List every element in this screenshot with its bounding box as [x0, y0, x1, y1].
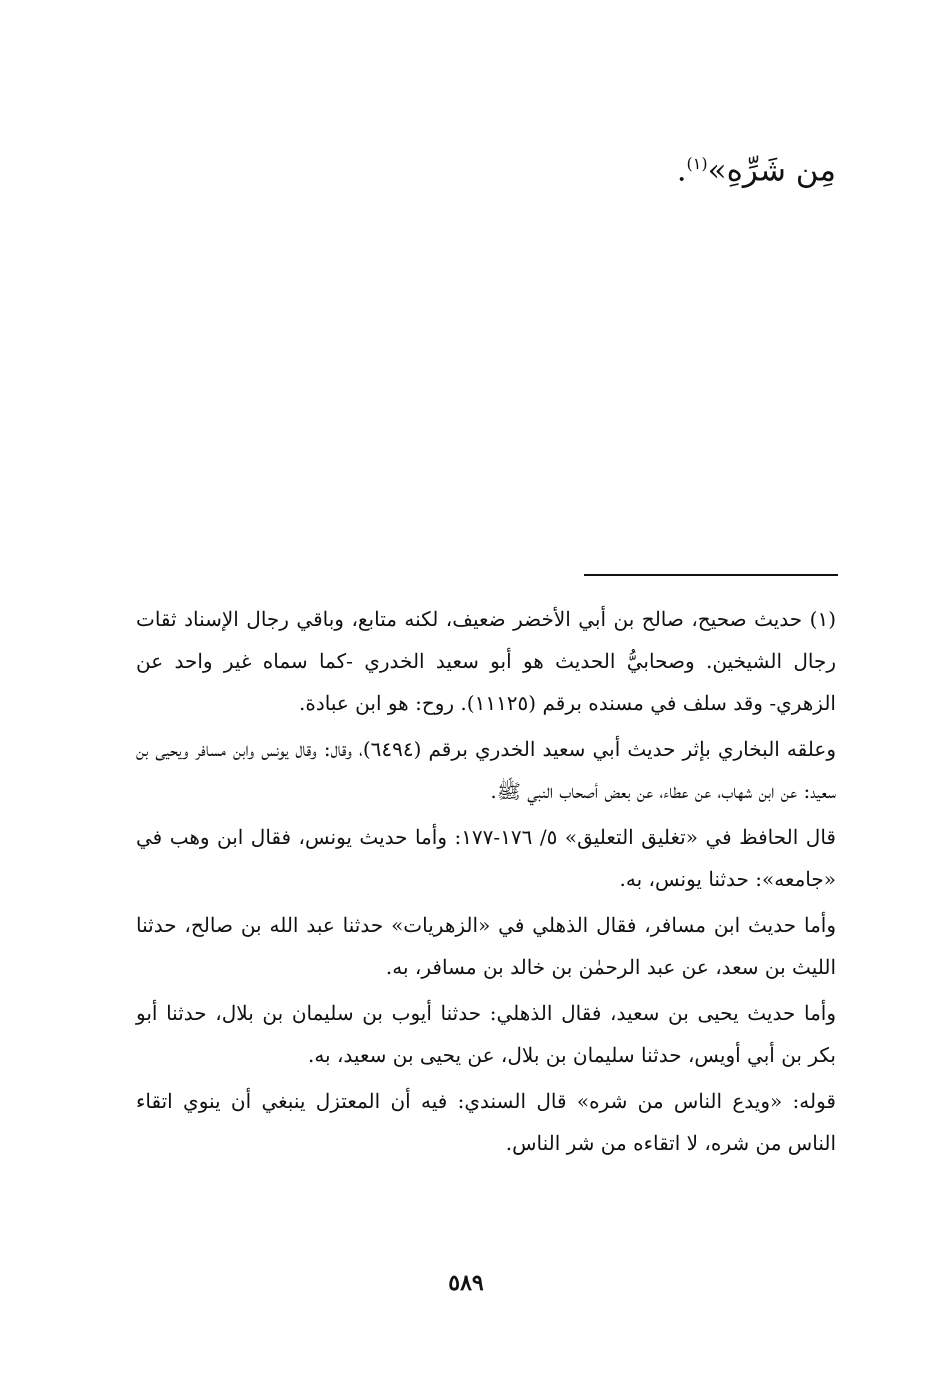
footnote-divider [584, 574, 838, 576]
footnote-paragraph: وأما حديث ابن مسافر، فقال الذهلي في «الزهريات» حدثنا عبد الله بن صالح، حدثنا الليث بن سعد، عن عبد الرحمٰن بن خالد بن مسافر، به. [136, 913, 836, 979]
footnote-reference: (١) [686, 154, 708, 173]
page-number: ٥٨٩ [448, 1270, 484, 1296]
main-text-line [536, 140, 836, 194]
footnote-paragraph: وأما حديث يحيى بن سعيد، فقال الذهلي: حدثنا أيوب بن سليمان بن بلال، حدثنا أبو بكر بن أبي أويس، حدثنا سليمان بن بلال، عن يحيى بن سعيد، به. [136, 1001, 836, 1067]
footnote-paragraph: (١) حديث صحيح، صالح بن أبي الأخضر ضعيف، لكنه متابع، وباقي رجال الإسناد ثقات رجال الشيخين. وصحابيُّ الحديث هو أبو سعيد الخدري -كما سماه غير واحد عن الزهري- وقد سلف في مسنده برقم (١١١٢٥). روح: هو ابن عبادة. [136, 607, 836, 715]
footnote-paragraph: قال الحافظ في «تغليق التعليق» ٥/ ١٧٦-١٧٧: وأما حديث يونس، فقال ابن وهب في «جامعه»: حدثنا يونس، به. [136, 825, 836, 891]
footnote-paragraph: قوله: «ويدع الناس من شره» قال السندي: فيه أن المعتزل ينبغي أن ينوي اتقاء الناس من شره، لا اتقاءه من شر الناس. [136, 1089, 836, 1155]
main-text: مِن شَرِّهِ» [707, 152, 836, 189]
footnotes-section [136, 598, 836, 1168]
main-text-end: . [676, 152, 687, 189]
footnote-paragraph: وعلقه البخاري بإثر حديث أبي سعيد الخدري برقم (٦٤٩٤)، وقال: وقال يونس وابن مسافر ويحيى بن سعيد: عن ابن شهاب، عن عطاء، عن بعض أصحاب النبي ﷺ. [136, 737, 836, 803]
